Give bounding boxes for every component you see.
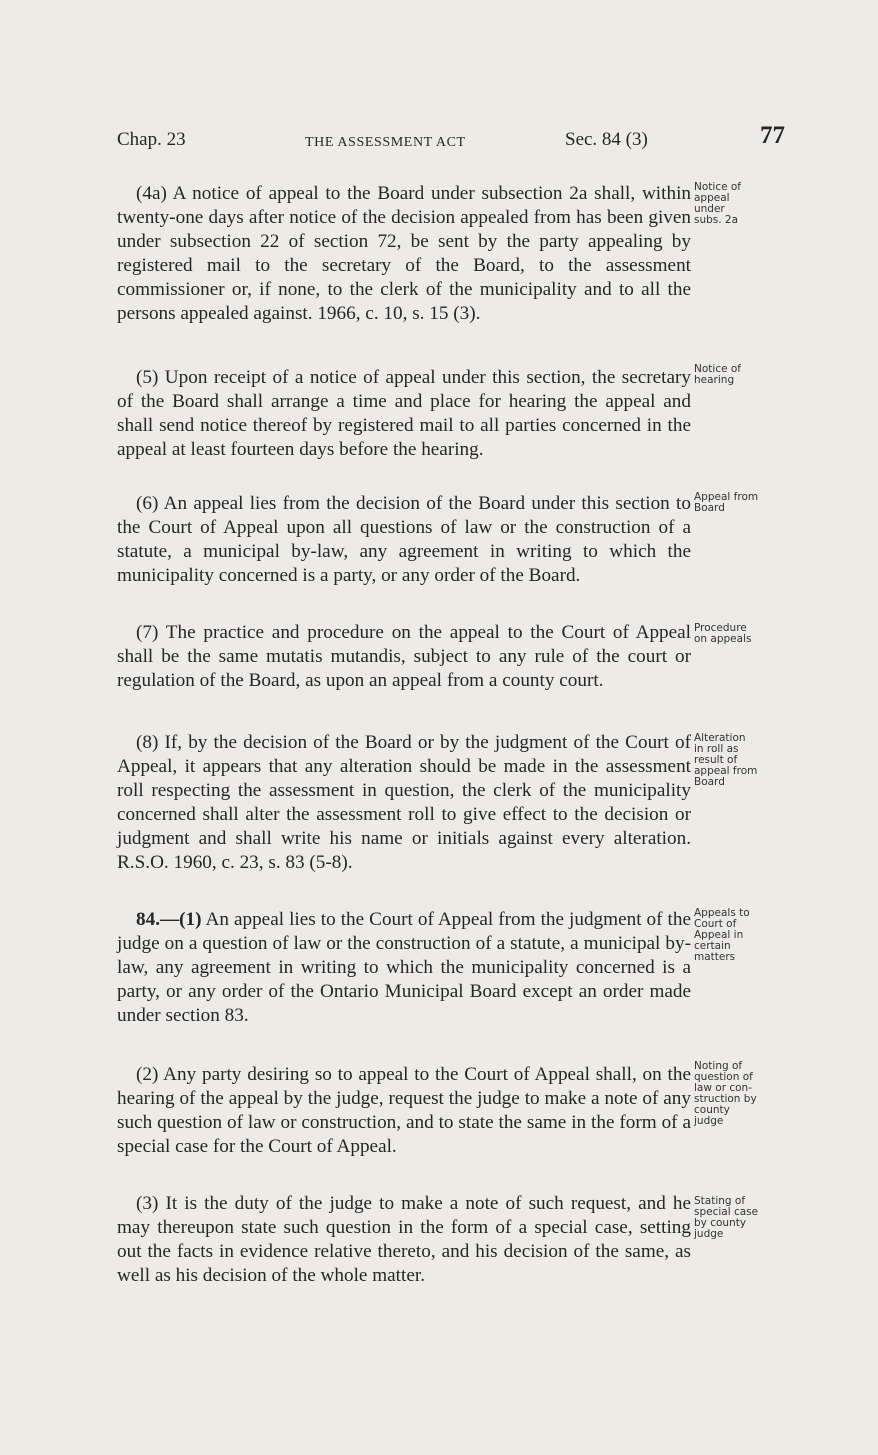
margin-note-6 [694,492,804,514]
margin-note-line: subs. 2a [694,214,739,226]
margin-note-line: on appeals [694,633,752,645]
paragraph-text: A notice of appeal to the Board under subsection 2a shall, within twenty-one days after notice of the decision appealed from has been given under subsection 22 of section 72, be sent by the party appealing by registered mail to the secretary of the Board, to the assessment commissioner or, if none, to the clerk of the municipality and to all the persons appealed against. 1966, c. 10, s. 15 (3). [117,183,691,324]
paragraph-84-1 [117,908,691,1028]
margin-note-line: Notice of [694,181,742,193]
paragraph-marker: (7) [136,622,159,643]
margin-note-4a [694,182,804,226]
margin-note-line: Appeal from [694,491,759,503]
margin-note-line: Board [694,776,725,788]
margin-note-line: hearing [694,374,735,386]
margin-note-line: matters [694,951,736,963]
paragraph-marker: (3) [136,1193,159,1214]
paragraph-marker: (2) [136,1064,159,1085]
margin-note-84-1 [694,908,804,963]
margin-note-line: Appeals to [694,907,750,919]
paragraph-text: Upon receipt of a notice of appeal under this section, the secretary of the Board shall arrange a time and place for hearing the appeal and shall send notice thereof by registered mail to all parties concerned in the appeal at least fourteen days before the hearing. [117,367,691,460]
paragraph-7 [117,621,691,693]
paragraph-text: It is the duty of the judge to make a note of such request, and he may thereupon state such question in the form of a special case, setting out the facts in evidence relative thereto, and his decision of the same, as well as his decision of the whole matter. [117,1193,691,1286]
paragraph-84-2 [117,1063,691,1159]
paragraph-marker: (5) [136,367,159,388]
paragraph-5 [117,366,691,462]
margin-note-line: appeal from [694,765,758,777]
margin-note-line: in roll as [694,743,739,755]
paragraph-text: The practice and procedure on the appeal to the Court of Appeal shall be the same mutatis mutandis, subject to any rule of the court or regulation of the Board, as upon an appeal from a county court. [117,622,691,691]
paragraph-marker: (4a) [136,183,167,204]
margin-note-line: law or con- [694,1082,752,1094]
paragraph-6 [117,492,691,588]
margin-note-line: special case [694,1206,759,1218]
margin-note-line: Alteration [694,732,746,744]
margin-note-line: Notice of [694,363,742,375]
paragraph-text: If, by the decision of the Board or by the judgment of the Court of Appeal, it appears that any alteration should be made in the assessment roll respecting the assessment in question, the clerk of the municipality concerned shall alter the assessment roll to give effect to the decision or judgment and shall write his name or initials against every alteration. R.S.O. 1960, c. 23, s. 83 (5-8). [117,732,691,873]
margin-note-line: certain [694,940,731,952]
margin-note-line: judge [694,1115,724,1127]
margin-note-line: under [694,203,725,215]
paragraph-8 [117,731,691,874]
paragraph-marker: (6) [136,493,159,514]
margin-note-line: judge [694,1228,724,1240]
margin-note-line: Appeal in [694,929,744,941]
margin-note-line: Stating of [694,1195,746,1207]
margin-note-line: Court of [694,918,737,930]
margin-note-7 [694,623,804,645]
margin-note-line: Board [694,502,725,514]
margin-note-line: appeal [694,192,730,204]
margin-note-line: question of [694,1071,753,1083]
margin-note-8 [694,733,804,788]
margin-note-line: Procedure [694,622,747,634]
margin-note-84-2 [694,1061,804,1127]
paragraph-text: Any party desiring so to appeal to the Court of Appeal shall, on the hearing of the appeal by the judge, request the judge to make a note of any such question of law or construction, and to state the same in the form of a special case for the Court of Appeal. [117,1064,691,1157]
margin-note-line: Noting of [694,1060,743,1072]
margin-note-84-3 [694,1196,804,1240]
paragraph-marker: (8) [136,732,159,753]
running-head-chapter: Chap. 23 [117,129,186,150]
margin-note-line: county [694,1104,730,1116]
paragraph-text: An appeal lies to the Court of Appeal from the judgment of the judge on a question of law or the construction of a statute, a municipal by-law, any agreement in writing to which the municipality concerned is a party, or any order of the Ontario Municipal Board except an order made under section 83. [117,909,691,1026]
paragraph-text: An appeal lies from the decision of the Board under this section to the Court of Appeal upon all questions of law or the construction of a statute, a municipal by-law, any agreement in writing to which the municipality concerned is a party, or any order of the Board. [117,493,691,586]
running-head-section: Sec. 84 (3) [565,129,648,150]
section-marker: 84.—(1) [136,909,202,930]
margin-note-line: by county [694,1217,747,1229]
paragraph-4a [117,182,691,325]
running-head-title: THE ASSESSMENT ACT [305,135,466,150]
paragraph-84-3 [117,1192,691,1288]
margin-note-5 [694,364,804,386]
margin-note-line: struction by [694,1093,757,1105]
margin-note-line: result of [694,754,738,766]
page-number: 77 [760,122,785,149]
